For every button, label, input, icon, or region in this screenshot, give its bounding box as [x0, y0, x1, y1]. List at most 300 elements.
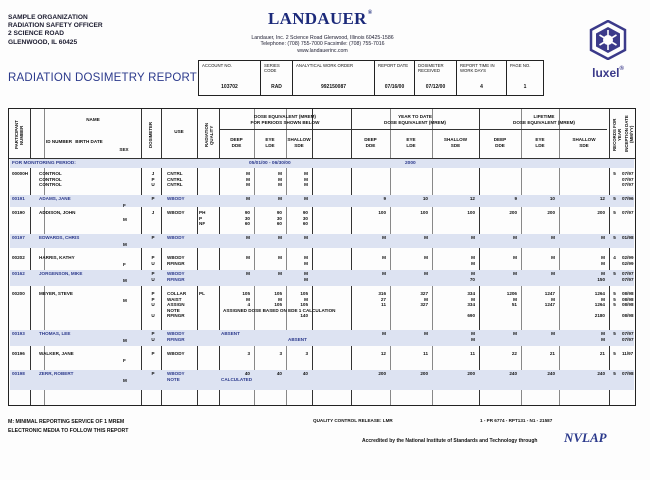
dosimeter-code: J — [151, 210, 155, 215]
dose-value: 22 — [511, 351, 517, 356]
header-participant-number: PARTICIPANT NUMBER — [14, 120, 24, 150]
dose-value: M — [471, 235, 475, 240]
participant-name: CONTROL — [39, 182, 62, 188]
footer-notes — [8, 418, 128, 436]
inception-date: 07/98 — [622, 371, 634, 376]
participant-number: 00193 — [12, 331, 25, 336]
dose-value: 105 — [242, 291, 250, 296]
records-for-year: 5 — [613, 210, 616, 215]
registered-mark: ® — [367, 10, 373, 16]
address-line: Landauer, Inc. 2 Science Road Glenwood, Illinois 60425-1586 — [251, 35, 394, 41]
dosimeter-code: P — [151, 271, 155, 276]
participant-number: 00196 — [12, 351, 25, 356]
records-for-year: 5 — [613, 296, 616, 302]
account-field-value: 103702 — [221, 84, 238, 90]
participant-number: 00200 — [12, 291, 25, 296]
header-dose-type: DEEP — [364, 137, 377, 142]
inception-date: 08/98 — [622, 302, 634, 308]
use-code: WBODY — [167, 235, 185, 240]
header-dosimeter: DOSIMETER — [148, 121, 153, 149]
records-for-year: 4 — [613, 255, 616, 260]
dosimeter-code: P — [151, 176, 155, 182]
account-field — [261, 61, 293, 95]
dose-value: 334 — [467, 291, 475, 296]
dose-value: M — [278, 235, 282, 240]
dose-value: 100 — [467, 210, 475, 215]
use-code: RFINGR — [167, 260, 185, 266]
dosimeter-code: P — [151, 255, 155, 260]
inception-date: 07/97 — [622, 336, 634, 342]
dose-value: 12 — [380, 351, 386, 356]
dose-value: M — [304, 296, 308, 302]
dose-value: 327 — [420, 302, 428, 308]
dose-status: CALCULATED — [221, 376, 253, 382]
participant-sex: M — [123, 242, 127, 247]
dose-value: 316 — [378, 291, 386, 296]
account-field — [375, 61, 415, 95]
header-ytd: YEAR TO DATE — [398, 114, 432, 119]
inception-date: 07/97 — [622, 331, 634, 336]
dose-value: M — [471, 255, 475, 260]
account-field-value: RAD — [271, 84, 282, 90]
header-dose-type: EYE — [265, 137, 275, 142]
dose-value: M — [304, 271, 308, 276]
dose-value: 200 — [509, 210, 517, 215]
dose-value: M — [424, 255, 428, 260]
luxel-hexagon-icon — [589, 20, 627, 60]
participant-number: 00197 — [12, 235, 25, 240]
participant-sex: M — [123, 278, 127, 283]
participant-name: EDWARDS, CHRIS — [39, 235, 80, 240]
dose-value: 200 — [378, 371, 386, 376]
participant-name: THOMAS, LEE — [39, 331, 71, 336]
org-line: GLENWOOD, IL 60425 — [8, 38, 78, 46]
dose-value: M — [424, 235, 428, 240]
inception-date: 11/97 — [622, 351, 634, 356]
dose-value: 3 — [279, 351, 282, 356]
dose-value: M — [382, 235, 386, 240]
account-field — [507, 61, 543, 95]
dose-value: 1206 — [506, 291, 517, 296]
inception-date: 07/97 — [622, 276, 634, 282]
participant-name: CONTROL — [39, 176, 62, 182]
dose-value: 105 — [300, 291, 308, 296]
company-name: LANDAUER — [268, 9, 367, 28]
dosimeter-code: J — [151, 171, 155, 176]
records-for-year: 5 — [613, 302, 616, 308]
participant-name: HARRIS, KATHY — [39, 255, 75, 260]
header-dose-type: EYE — [406, 137, 416, 142]
dose-value: 200 — [420, 371, 428, 376]
account-info-box — [198, 60, 544, 96]
dose-value: 100 — [378, 210, 386, 215]
account-field-label: SERIES CODE — [264, 63, 280, 73]
records-for-year: 5 — [613, 331, 616, 336]
column-divider — [312, 109, 313, 405]
participant-number: 00198 — [12, 371, 25, 376]
inception-date: 01/98 — [622, 235, 634, 240]
dose-value: 11 — [423, 351, 428, 356]
header-ytd-sub: DOSE EQUIVALENT (MREM) — [384, 120, 446, 125]
participant-name: ADDISON, JOHN — [39, 210, 76, 215]
dose-value: M — [513, 271, 517, 276]
luxel-reg: ® — [619, 66, 624, 72]
dose-value: 150 — [597, 276, 605, 282]
dose-value: M — [278, 271, 282, 276]
quality-control-release: QUALITY CONTROL RELEASE: LMR — [313, 418, 393, 423]
participant-name: CONTROL — [39, 171, 62, 176]
dose-value: M — [551, 331, 555, 336]
dose-value: M — [304, 171, 308, 176]
dose-value: 40 — [276, 371, 282, 376]
dose-value: 90 — [244, 210, 250, 215]
inception-date: 07/97 — [622, 171, 634, 176]
dose-value: M — [424, 271, 428, 276]
dose-value: 21 — [599, 351, 605, 356]
participant-sex: M — [123, 298, 127, 303]
dose-value: M — [246, 255, 250, 260]
dose-value: 27 — [380, 296, 386, 302]
account-field-value: 07/16/00 — [384, 84, 405, 90]
dose-value: 105 — [274, 291, 282, 296]
dose-value: M — [246, 176, 250, 182]
participant-name: ZERR, ROBERT — [39, 371, 74, 376]
header-id-number: ID NUMBER — [45, 139, 73, 144]
dose-value: M — [513, 296, 517, 302]
account-field — [457, 61, 507, 95]
luxel-logo — [584, 20, 632, 80]
dose-value: M — [551, 271, 555, 276]
dose-value: M — [278, 255, 282, 260]
dose-value: M — [551, 255, 555, 260]
phone-line: Telephone: (708) 755-7000 Facsimile: (708) 755-7016 — [260, 41, 385, 48]
inception-date: 07/97 — [622, 176, 634, 182]
use-code: WAIST — [167, 296, 182, 302]
dose-value: 30 — [276, 215, 282, 221]
header-dose-code: SDE — [579, 143, 589, 148]
dose-value: 240 — [547, 371, 555, 376]
records-for-year: 5 — [613, 235, 616, 240]
account-field-value: 4 — [480, 84, 483, 90]
header-dose-type: SHALLOW — [287, 137, 311, 142]
account-field-value: 07/12/00 — [425, 84, 446, 90]
dose-value: M — [601, 255, 605, 260]
dosimeter-code: P — [151, 196, 155, 201]
dose-value: 60 — [302, 221, 308, 227]
header-dose-type: EYE — [535, 137, 545, 142]
use-code: WBODY — [167, 371, 185, 376]
header-dose-code: LDE — [535, 143, 545, 148]
dose-value: M — [246, 182, 250, 188]
use-code: WBODY — [167, 255, 185, 260]
dose-value: 240 — [597, 371, 605, 376]
participant-number: 00202 — [12, 255, 25, 260]
dose-value: M — [471, 331, 475, 336]
account-field-label: PAGE NO. — [510, 63, 531, 68]
dosimeter-code: P — [151, 371, 155, 376]
header-dose-code: LDE — [406, 143, 416, 148]
header-dose-code: DDE — [231, 143, 242, 148]
dose-status: ABSENT — [221, 331, 240, 336]
participant-name: ADAMS, JANE — [39, 196, 71, 201]
nvlap-logo: NVLAP — [564, 430, 607, 445]
dose-value: 90 — [302, 210, 308, 215]
dose-value: M — [551, 296, 555, 302]
participant-name: JORGENSON, MIKE — [39, 271, 83, 276]
account-field-label: REPORT TIME IN WORK DAYS — [460, 63, 495, 73]
use-code: RFINGR — [167, 276, 185, 282]
dose-value: 12 — [599, 196, 605, 201]
monitoring-period-band — [10, 159, 634, 168]
radiation-quality: PH — [199, 210, 206, 215]
inception-date: 07/97 — [622, 182, 634, 188]
header-dose-equivalent: DOSE EQUIVALENT (MREM) — [254, 114, 316, 119]
inception-date: 08/98 — [622, 291, 634, 296]
header-sex: SEX — [119, 147, 129, 152]
dose-value: 40 — [302, 371, 308, 376]
dosimeter-code: P — [151, 331, 155, 336]
report-title: RADIATION DOSIMETRY REPORT — [8, 72, 198, 84]
dosimeter-code: P — [151, 351, 155, 356]
participant-number: 00162 — [12, 271, 25, 276]
use-code: WBODY — [167, 271, 185, 276]
dose-value: 21 — [549, 351, 555, 356]
company-address — [210, 35, 435, 54]
header-dose-code: SDE — [294, 143, 304, 148]
dose-value: 3 — [247, 351, 250, 356]
header-records-for-year: RECORDS FOR YEAR — [612, 118, 622, 152]
dose-value: M — [513, 235, 517, 240]
dose-value: 1264 — [594, 302, 605, 308]
footer-line: ELECTRONIC MEDIA TO FOLLOW THIS REPORT — [8, 428, 129, 434]
dosimeter-code: U — [151, 302, 155, 308]
participant-sex: M — [123, 378, 127, 383]
dosimeter-code: P — [151, 296, 155, 302]
landauer-logo — [268, 9, 372, 29]
dosimeter-code: U — [151, 182, 155, 188]
column-divider — [141, 109, 142, 405]
dose-value: 30 — [302, 215, 308, 221]
dose-value: M — [382, 331, 386, 336]
dose-value: M — [278, 182, 282, 188]
dosimeter-code: U — [151, 336, 155, 342]
organization-address — [8, 14, 103, 47]
dose-value: M — [304, 255, 308, 260]
dose-value: M — [471, 260, 475, 266]
use-code: WBODY — [167, 331, 185, 336]
account-field — [293, 61, 375, 95]
dose-value: 30 — [244, 215, 250, 221]
footer-line: M: MINIMAL REPORTING SERVICE OF 1 MREM — [8, 419, 125, 425]
records-for-year: 5 — [613, 371, 616, 376]
header-dose-type: DEEP — [493, 137, 507, 142]
dose-value: 200 — [547, 210, 555, 215]
dose-status: ABSENT — [288, 336, 307, 342]
dose-value: M — [601, 336, 605, 342]
inception-date: 02/99 — [622, 260, 634, 266]
org-line: 2 SCIENCE ROAD — [8, 30, 65, 38]
use-code: CNTRL — [167, 176, 183, 182]
radiation-quality: PL — [199, 291, 205, 296]
inception-date: 07/97 — [622, 210, 634, 215]
account-field-label: DOSIMETER RECEIVED — [418, 63, 444, 73]
dose-value: M — [278, 196, 282, 201]
radiation-quality: NF — [199, 221, 206, 227]
dose-value: M — [246, 271, 250, 276]
dosimetry-table — [8, 108, 636, 406]
dose-value: M — [424, 331, 428, 336]
header-use: USE — [174, 129, 184, 134]
column-divider — [161, 109, 162, 405]
account-field — [415, 61, 457, 95]
luxel-wordmark — [584, 66, 632, 80]
dose-value: 1264 — [594, 291, 605, 296]
header-dose-code: DDE — [495, 143, 505, 148]
dose-value: M — [246, 196, 250, 201]
dose-value: 1247 — [544, 302, 555, 308]
inception-date: 07/96 — [622, 196, 634, 201]
participant-sex: M — [123, 217, 127, 222]
header-dose-code: SDE — [450, 143, 461, 148]
dose-value: 10 — [422, 196, 428, 201]
dose-value: 690 — [467, 313, 475, 319]
luxel-word: luxel — [592, 66, 620, 80]
dose-value: M — [601, 235, 605, 240]
account-field-label: ACCOUNT NO. — [202, 63, 233, 68]
participant-sex: M — [123, 338, 127, 343]
dose-value: 9 — [514, 196, 517, 201]
records-for-year: 5 — [613, 291, 616, 296]
dose-value: 327 — [420, 291, 428, 296]
org-line: SAMPLE ORGANIZATION — [8, 14, 88, 21]
dose-value: M — [382, 271, 386, 276]
inception-date: 08/98 — [622, 313, 634, 319]
dose-value: 70 — [469, 276, 475, 282]
dose-value: 105 — [274, 302, 282, 308]
column-divider — [197, 109, 198, 405]
dose-value: 200 — [597, 210, 605, 215]
dose-value: 4 — [247, 302, 250, 308]
records-for-year: 5 — [613, 271, 616, 276]
report-codes: 1 - PR 6774 - RPT131 - N1 - 21587 — [480, 418, 553, 423]
dose-value: M — [278, 176, 282, 182]
participant-number: 00000H — [12, 171, 29, 176]
account-field — [199, 61, 261, 95]
account-field-label: ANALYTICAL WORK ORDER — [296, 63, 354, 68]
dose-value: M — [304, 276, 308, 282]
header-dose-code: LDE — [265, 143, 275, 148]
dose-value: 12 — [469, 196, 475, 201]
dose-value: M — [471, 336, 475, 342]
column-divider — [30, 109, 31, 405]
dose-value: M — [278, 171, 282, 176]
dose-value: 60 — [244, 221, 250, 227]
inception-date: 08/98 — [622, 296, 634, 302]
dose-value: 3 — [305, 351, 308, 356]
records-for-year: 5 — [613, 171, 616, 176]
dose-value: 240 — [509, 371, 517, 376]
dose-value: M — [601, 296, 605, 302]
dose-value: 2180 — [594, 313, 605, 319]
participant-name: MEYER, STEVE — [39, 291, 73, 296]
participant-sex: F — [123, 203, 126, 208]
header-radiation-quality: RADIATION QUALITY — [204, 122, 214, 148]
use-code: WBODY — [167, 351, 185, 356]
dose-value: M — [424, 296, 428, 302]
dose-value: M — [278, 296, 282, 302]
dosimeter-code: U — [151, 313, 155, 319]
dose-value: 200 — [467, 371, 475, 376]
dose-value: 40 — [244, 371, 250, 376]
accreditation-text: Accredited by the National Institute of Standards and Technology through — [362, 438, 538, 444]
dose-value: 334 — [467, 302, 475, 308]
header-name: NAME — [86, 117, 100, 122]
dose-value: 11 — [470, 351, 475, 356]
dose-value: M — [471, 296, 475, 302]
participant-number: 00191 — [12, 196, 25, 201]
use-code: RFINGR — [167, 336, 185, 342]
header-lifetime: LIFETIME — [533, 114, 555, 119]
header-lifetime-sub: DOSE EQUIVALENT (MREM) — [513, 120, 575, 125]
inception-date: 07/97 — [622, 271, 634, 276]
inception-date: 02/99 — [622, 255, 634, 260]
participant-name: WALKER, JANE — [39, 351, 74, 356]
dosimeter-code: U — [151, 260, 155, 266]
dose-value: M — [471, 271, 475, 276]
dose-value: 100 — [420, 210, 428, 215]
dose-value: 60 — [276, 221, 282, 227]
use-code: NOTE — [167, 376, 180, 382]
dose-value: M — [304, 196, 308, 201]
use-code: CNTRL — [167, 182, 183, 188]
radiation-quality: P — [199, 215, 203, 221]
use-code: COLLAR — [167, 291, 187, 296]
dose-value: M — [601, 271, 605, 276]
dose-value: M — [382, 255, 386, 260]
account-field-value: 1 — [523, 84, 527, 90]
account-field-label: REPORT DATE — [378, 63, 409, 68]
use-code: NOTE — [167, 307, 180, 313]
dose-value: M — [304, 176, 308, 182]
participant-sex: F — [123, 262, 126, 267]
org-line: RADIATION SAFETY OFFICER — [8, 22, 103, 30]
dose-value: 105 — [300, 302, 308, 308]
header-divider — [219, 129, 607, 130]
dose-value: 1247 — [544, 291, 555, 296]
dose-value: M — [513, 255, 517, 260]
header-inception-date: INCEPTION DATE (MM/YY) — [624, 115, 634, 153]
monitoring-year: 2000 — [405, 161, 416, 166]
use-code: ASSIGN — [167, 302, 185, 308]
dose-value: M — [304, 182, 308, 188]
dose-value: M — [304, 235, 308, 240]
dose-value: M — [601, 331, 605, 336]
monitoring-period-dates: 05/01/00 - 06/30/00 — [249, 161, 291, 166]
dosimeter-code: P — [151, 235, 155, 240]
web-line: www.landauerinc.com — [297, 47, 348, 54]
dosimeter-code: P — [151, 291, 155, 296]
use-code: WBODY — [167, 210, 185, 215]
participant-number: 00190 — [12, 210, 25, 215]
dose-value: M — [246, 171, 250, 176]
dose-value: 51 — [511, 302, 517, 308]
dose-value: M — [304, 260, 308, 266]
header-dose-type: DEEP — [230, 137, 243, 142]
dose-value: 90 — [276, 210, 282, 215]
dose-value: 9 — [383, 196, 386, 201]
dose-value: M — [246, 296, 250, 302]
dose-value: M — [246, 235, 250, 240]
